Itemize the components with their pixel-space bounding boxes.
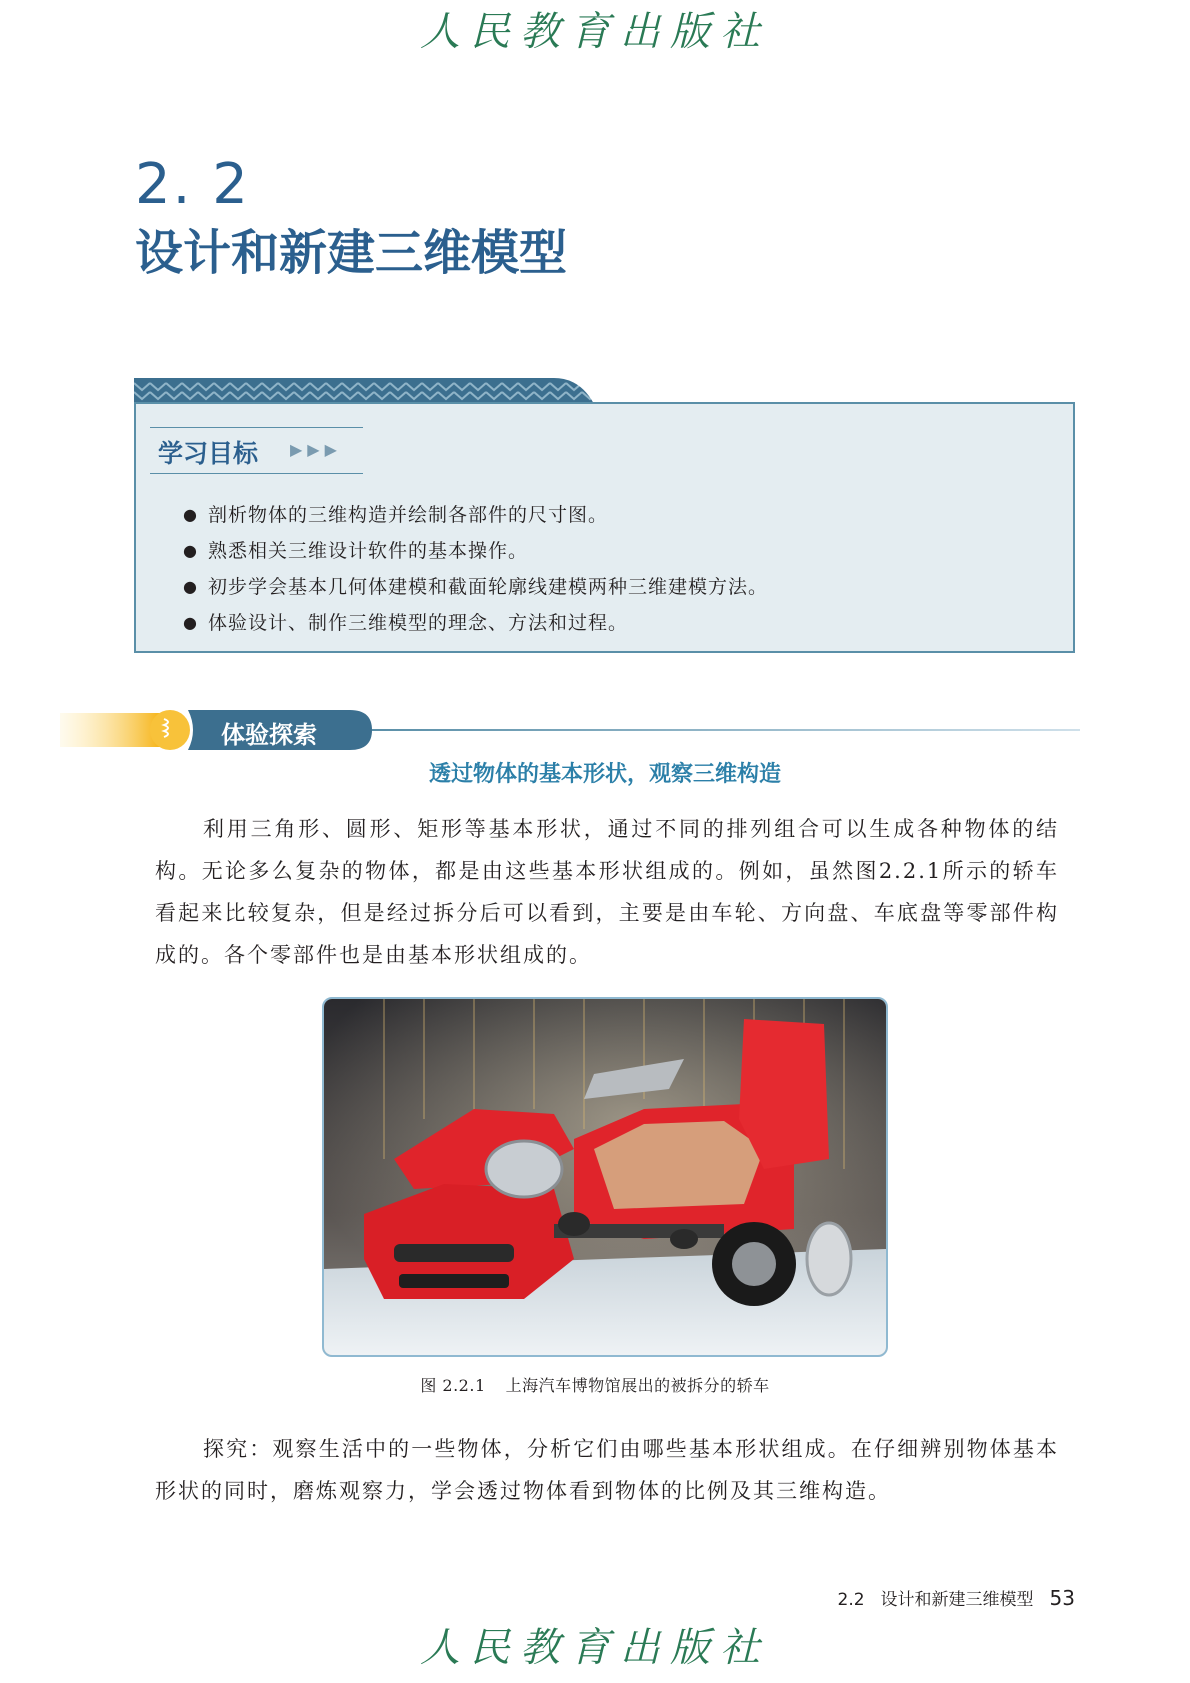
objective-item: ● 体验设计、制作三维模型的理念、方法和过程。 — [183, 605, 768, 641]
footer-section-title: 设计和新建三维模型 — [880, 1590, 1034, 1610]
explore-section-label: 体验探索 — [221, 721, 317, 749]
page-footer — [838, 1585, 1076, 1610]
publisher-logo-bottom: 人民教育出版社 — [420, 1625, 770, 1671]
bullet-icon: ● — [183, 613, 198, 632]
objectives-header-band — [134, 378, 594, 404]
objective-item: ● 初步学会基本几何体建模和截面轮廓线建模两种三维建模方法。 — [183, 569, 768, 605]
body-paragraph-2: 探究：观察生活中的一些物体，分析它们由哪些基本形状组成。在仔细辨别物体基本形状的同时，磨炼观察力，学会透过物体看到物体的比例及其三维构造。 — [155, 1437, 1059, 1503]
figure-car-photo — [322, 997, 888, 1357]
objectives-heading: 学习目标 — [158, 439, 259, 468]
triple-arrow-icon: ▶▶▶ — [290, 440, 342, 459]
figure-caption-text: 上海汽车博物馆展出的被拆分的轿车 — [505, 1376, 770, 1395]
body-paragraph-1: 利用三角形、圆形、矩形等基本形状，通过不同的排列组合可以生成各种物体的结构。无论多么复杂的物体，都是由这些基本形状组成的。例如，虽然图2.2.1所示的轿车看起来比较复杂，但是经过拆分后可以看到，主要是由车轮、方向盘、车底盘等零部件构成的。各个零部件也是由基本形状组成的。 — [155, 817, 1059, 967]
footer-section-number: 2.2 — [837, 1590, 865, 1610]
explore-section-bar — [60, 707, 1080, 753]
figure-number: 图 2.2.1 — [420, 1376, 486, 1395]
section-title: 设计和新建三维模型 — [135, 225, 568, 281]
bullet-icon: ● — [183, 541, 198, 560]
objectives-heading-block — [150, 427, 363, 474]
bullet-icon: ● — [183, 577, 198, 596]
publisher-logo-top: 人民教育出版社 — [420, 9, 770, 55]
bullet-icon: ● — [183, 505, 198, 524]
disassembled-car-image — [324, 999, 886, 1355]
light-bulb-icon — [150, 710, 190, 750]
objective-item: ● 熟悉相关三维设计软件的基本操作。 — [183, 533, 768, 569]
section-number: 2. 2 — [135, 152, 250, 217]
explore-subheading: 透过物体的基本形状，观察三维构造 — [428, 762, 781, 787]
figure-caption — [0, 1373, 1190, 1396]
objective-item: ● 剖析物体的三维构造并绘制各部件的尺寸图。 — [183, 497, 768, 533]
objectives-list — [183, 497, 768, 641]
page-number: 53 — [1049, 1586, 1075, 1610]
